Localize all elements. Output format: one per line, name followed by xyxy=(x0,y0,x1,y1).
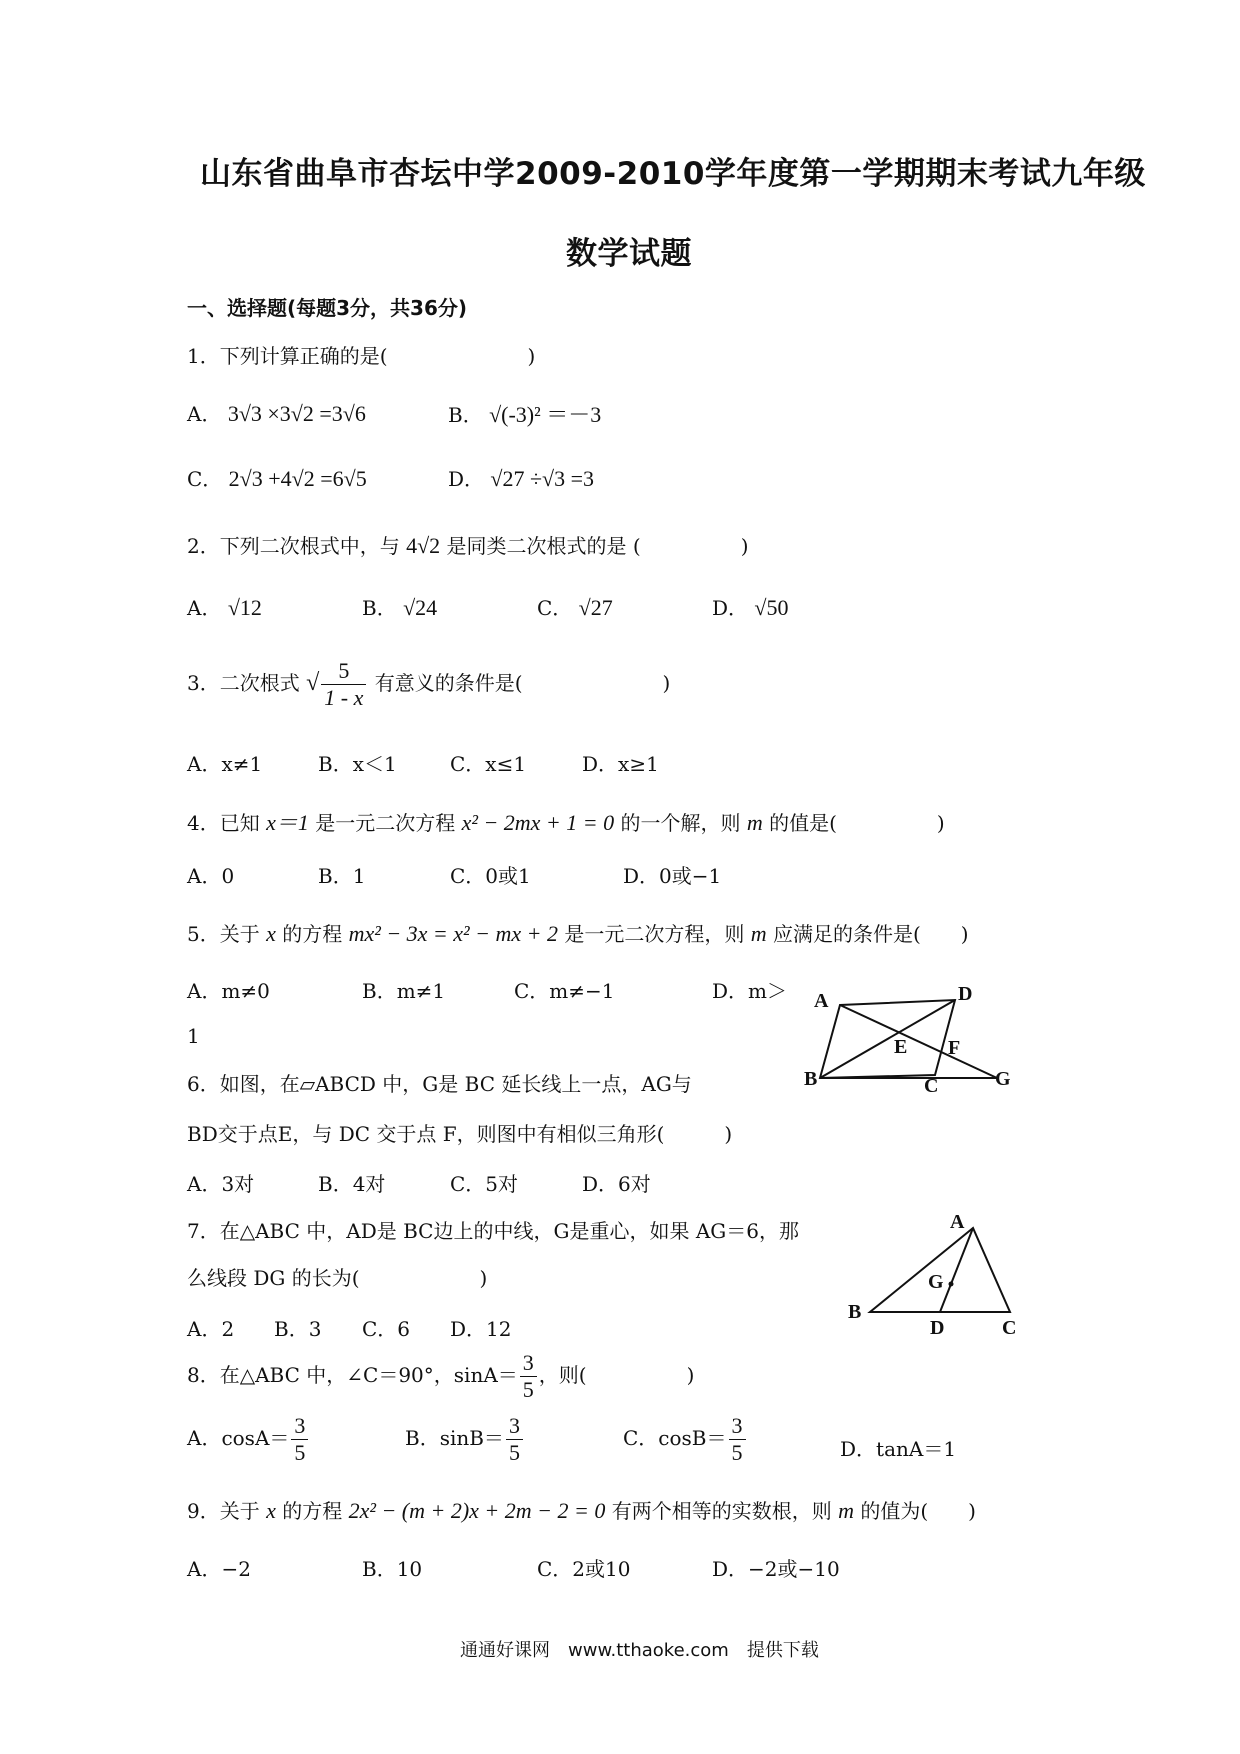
q4-equation: x² − 2mx + 1 = 0 xyxy=(461,810,615,835)
q5-option-b: B．m≠1 xyxy=(362,979,446,1003)
q2-stem xyxy=(187,530,749,559)
q8-b-den: 5 xyxy=(508,1440,520,1465)
q1-d-expr: √27 ÷√3 =3 xyxy=(490,466,595,491)
q5-stem-pre: 5．关于 xyxy=(187,922,260,946)
q8-option-b xyxy=(405,1413,525,1466)
q7-triangle-figure xyxy=(840,1210,1030,1340)
q8-b-num: 3 xyxy=(506,1413,523,1440)
q3-option-d: D．x≥1 xyxy=(582,752,659,776)
q9-stem-post: 有两个相等的实数根，则 xyxy=(611,1499,832,1523)
q3-frac-den: 1 - x xyxy=(324,685,364,710)
q4-option-b: B．1 xyxy=(318,864,366,888)
q4-stem xyxy=(187,806,945,837)
q4-cond: x＝1 xyxy=(266,810,309,835)
q5-equation: mx² − 3x = x² − mx + 2 xyxy=(348,921,558,946)
q2-c-label: C． xyxy=(537,596,573,620)
q9-stem xyxy=(187,1495,976,1524)
q1-a-expr: 3√3 ×3√2 =3√6 xyxy=(227,401,366,426)
q1-d-label: D． xyxy=(448,467,485,491)
q2-b-label: B． xyxy=(362,596,397,620)
q5-stem-post: 是一元二次方程，则 xyxy=(564,922,745,946)
q8-c-label: C．cosB＝ xyxy=(623,1426,727,1450)
q6-option-c: C．5对 xyxy=(450,1172,519,1196)
q1-option-b xyxy=(448,398,601,429)
q1-option-c xyxy=(187,463,367,492)
q2-option-c xyxy=(537,592,613,621)
q1-b-expr: √(-3)² ＝－3 xyxy=(489,402,602,427)
q2-stem-post: 是同类二次根式的是 ( ) xyxy=(446,534,749,558)
q7-stem-line1: 7．在△ABC 中，AD是 BC边上的中线，G是重心，如果 AG＝6，那 xyxy=(187,1219,799,1243)
q2-b-expr: √24 xyxy=(403,595,438,620)
q8-option-a xyxy=(187,1413,310,1466)
q8-b-fraction xyxy=(506,1413,523,1466)
q4-stem-post: 的一个解，则 xyxy=(620,811,741,835)
q7-option-c: C．6 xyxy=(362,1317,411,1341)
q9-stem-mid: 的方程 xyxy=(282,1499,343,1523)
q2-d-expr: √50 xyxy=(754,595,789,620)
q9-equation: 2x² − (m + 2)x + 2m − 2 = 0 xyxy=(348,1498,606,1523)
q3-option-a: A．x≠1 xyxy=(187,752,263,776)
q2-option-a xyxy=(187,592,262,621)
footer-source: 通通好课网 www.tthaoke.com 提供下载 xyxy=(460,1640,819,1661)
q3-sqrt-icon: √ xyxy=(306,670,320,696)
exam-title-line2: 数学试题 xyxy=(566,236,692,272)
q5-option-d: D．m＞ xyxy=(712,979,787,1003)
q4-var: m xyxy=(746,810,763,835)
q8-option-c xyxy=(623,1413,748,1466)
q7-centroid-point xyxy=(949,1282,954,1287)
q9-option-b: B．10 xyxy=(362,1557,423,1581)
q4-stem-pre: 4．已知 xyxy=(187,811,260,835)
q8-option-d: D．tanA＝1 xyxy=(840,1437,957,1461)
q9-var-m: m xyxy=(838,1498,854,1523)
q3-frac-num: 5 xyxy=(321,658,366,685)
q8-c-num: 3 xyxy=(729,1413,746,1440)
q3-fraction xyxy=(321,658,366,711)
q7-label-g: G xyxy=(928,1271,944,1293)
q3-option-c: C．x≤1 xyxy=(450,752,527,776)
q2-stem-expr: 4√2 xyxy=(406,533,441,558)
q1-c-label: C． xyxy=(187,467,223,491)
q8-a-num: 3 xyxy=(291,1413,308,1440)
q4-stem-mid: 是一元二次方程 xyxy=(315,811,456,835)
q3-stem-post: 有意义的条件是( ) xyxy=(374,671,671,695)
q7-triangle xyxy=(870,1228,1010,1312)
q4-option-d: D．0或−1 xyxy=(623,864,722,888)
q6-label-c: C xyxy=(924,1075,939,1095)
q2-option-d xyxy=(712,592,788,621)
q8-a-label: A．cosA＝ xyxy=(187,1426,290,1450)
q9-stem-pre: 9．关于 xyxy=(187,1499,260,1523)
q1-c-expr: 2√3 +4√2 =6√5 xyxy=(228,466,367,491)
q6-label-e: E xyxy=(894,1036,908,1058)
q5-option-a: A．m≠0 xyxy=(187,979,270,1003)
q1-option-d xyxy=(448,463,594,492)
q6-stem-line1: 6．如图，在▱ABCD 中，G是 BC 延长线上一点，AG与 xyxy=(187,1072,692,1096)
q7-option-d: D．12 xyxy=(450,1317,512,1341)
q1-stem: 1．下列计算正确的是( ) xyxy=(187,344,536,368)
q3-stem-pre: 3．二次根式 xyxy=(187,671,300,695)
q1-option-a xyxy=(187,398,366,427)
q8-b-label: B．sinB＝ xyxy=(405,1426,504,1450)
q7-label-b: B xyxy=(848,1301,862,1323)
q1-b-label: B． xyxy=(448,403,483,427)
q2-a-expr: √12 xyxy=(227,595,262,620)
q2-stem-pre: 2．下列二次根式中，与 xyxy=(187,534,400,558)
q7-stem-line2: 么线段 DG 的长为( ) xyxy=(187,1266,488,1290)
q5-stem-mid: 的方程 xyxy=(282,922,343,946)
q2-a-label: A． xyxy=(187,596,222,620)
q7-option-b: B．3 xyxy=(274,1317,322,1341)
q7-label-c: C xyxy=(1002,1317,1017,1339)
q5-option-c: C．m≠−1 xyxy=(514,979,615,1003)
q6-label-b: B xyxy=(804,1068,818,1090)
q6-label-f: F xyxy=(948,1037,961,1059)
q6-parallelogram-figure xyxy=(800,985,1030,1095)
q4-stem-end: 的值是( ) xyxy=(769,811,945,835)
q7-label-a: A xyxy=(950,1211,965,1233)
q7-option-a: A．2 xyxy=(187,1317,235,1341)
q2-c-expr: √27 xyxy=(578,595,613,620)
q5-stem-end: 应满足的条件是( ) xyxy=(772,922,969,946)
q8-stem-pre: 8．在△ABC 中，∠C＝90°，sinA＝ xyxy=(187,1363,518,1387)
q3-option-b: B．x＜1 xyxy=(318,752,397,776)
q9-stem-end: 的值为( ) xyxy=(860,1499,976,1523)
q9-option-a: A．−2 xyxy=(187,1557,251,1581)
q6-line-bd xyxy=(820,1000,955,1078)
q8-stem-fraction xyxy=(520,1350,537,1403)
q3-stem xyxy=(187,658,670,711)
q8-stem-post: ，则( ) xyxy=(538,1363,695,1387)
q8-c-den: 5 xyxy=(731,1440,743,1465)
q8-a-fraction xyxy=(291,1413,308,1466)
q6-option-a: A．3对 xyxy=(187,1172,255,1196)
q8-c-fraction xyxy=(729,1413,746,1466)
q8-stem-num: 3 xyxy=(520,1350,537,1377)
q6-line-ag xyxy=(840,1005,997,1078)
q5-stem xyxy=(187,918,969,947)
q1-a-label: A． xyxy=(187,402,222,426)
q6-label-d: D xyxy=(958,985,973,1005)
q7-label-d: D xyxy=(930,1317,945,1339)
q8-stem xyxy=(187,1350,694,1403)
q5-var-m: m xyxy=(750,921,767,946)
q4-option-c: C．0或1 xyxy=(450,864,531,888)
q9-var-x: x xyxy=(266,1498,276,1523)
q2-d-label: D． xyxy=(712,596,749,620)
q6-label-g: G xyxy=(995,1068,1011,1090)
exam-title-line1: 山东省曲阜市杏坛中学2009-2010学年度第一学期期末考试九年级 xyxy=(200,156,1146,192)
q8-stem-den: 5 xyxy=(522,1377,534,1402)
q6-label-a: A xyxy=(814,990,829,1012)
q4-option-a: A．0 xyxy=(187,864,235,888)
section-heading: 一、选择题(每题3分，共36分) xyxy=(187,296,468,320)
q5-var-x: x xyxy=(266,921,276,946)
q5-option-d-wrap: 1 xyxy=(187,1024,200,1048)
q9-option-d: D．−2或−10 xyxy=(712,1557,840,1581)
q6-option-b: B．4对 xyxy=(318,1172,386,1196)
q6-option-d: D．6对 xyxy=(582,1172,651,1196)
q8-a-den: 5 xyxy=(294,1440,306,1465)
q9-option-c: C．2或10 xyxy=(537,1557,631,1581)
q2-option-b xyxy=(362,592,437,621)
q6-stem-line2: BD交于点E，与 DC 交于点 F，则图中有相似三角形( ) xyxy=(187,1122,733,1146)
